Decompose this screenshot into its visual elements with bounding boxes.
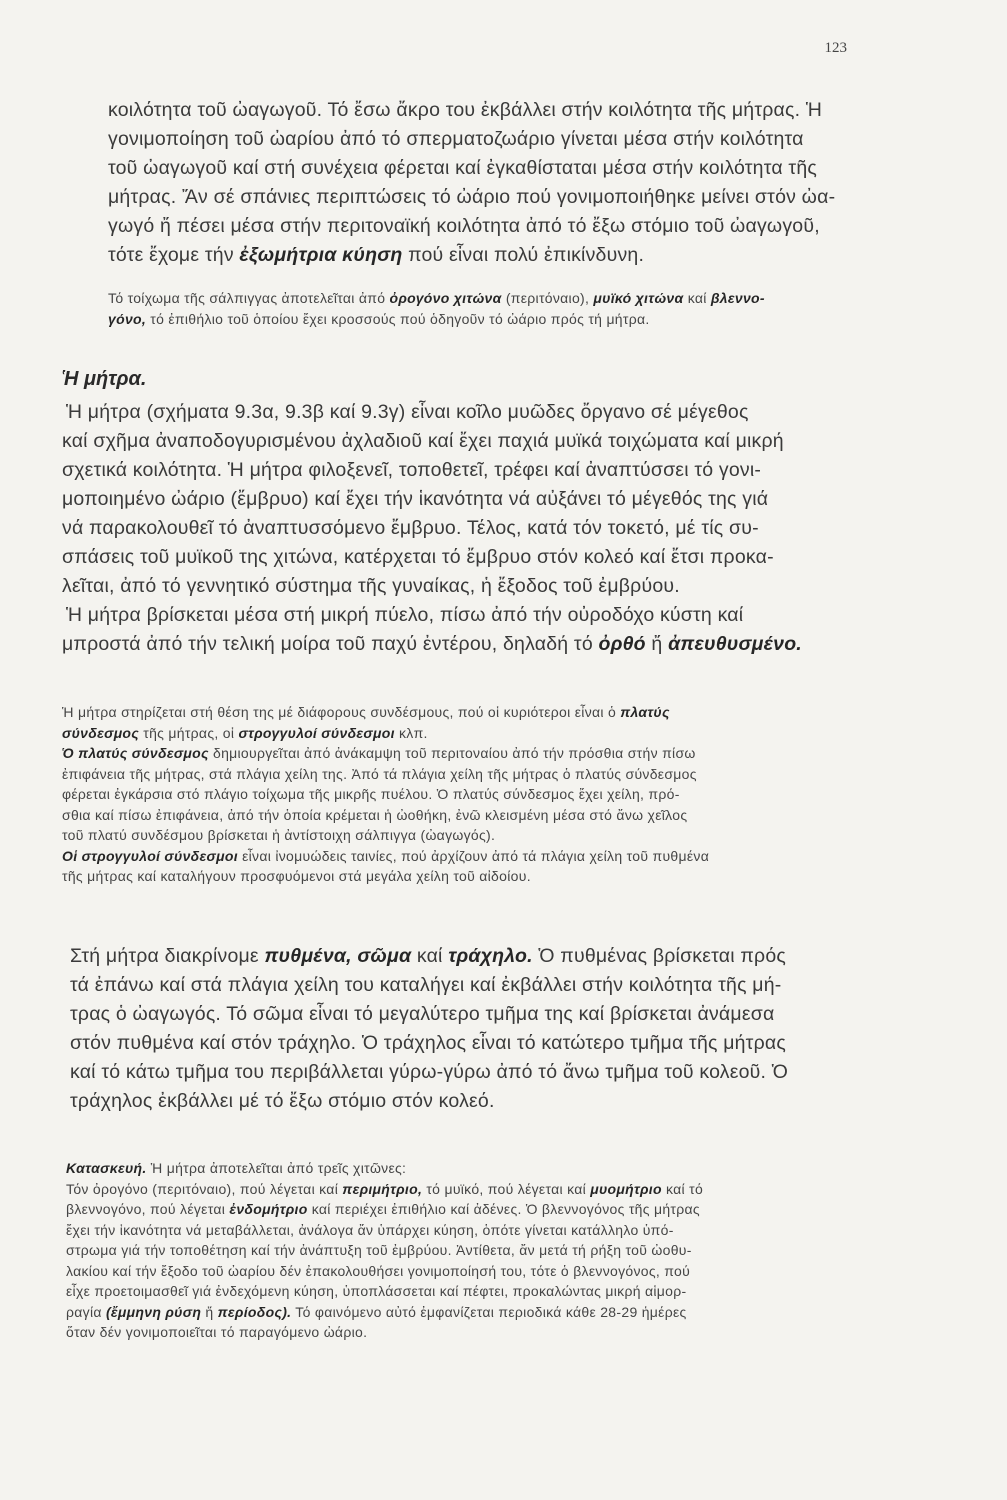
text-line: τράχηλος ἐκβάλλει μέ τό ἔξω στόμιο στόν κολεό.: [70, 1090, 495, 1112]
text-line: τοῦ ὠαγωγοῦ καί στή συνέχεια φέρεται καί ἐγκαθίσταται μέσα στήν κοιλότητα τῆς: [108, 157, 817, 179]
note-line: Ἡ μήτρα στηρίζεται στή θέση της μέ διάφορους συνδέσμους, πού οἱ κυριότεροι εἶναι ὁ πλατύς: [62, 704, 670, 720]
text-line: σχετικά κοιλότητα. Ἡ μήτρα φιλοξενεῖ, τοποθετεῖ, τρέφει καί ἀναπτύσσει τό γονι-: [62, 459, 762, 481]
text-line: τότε ἔχομε τήν ἐξωμήτρια κύηση πού εἶναι πολύ ἐπικίνδυνη.: [108, 244, 645, 266]
note-line: ὅταν δέν γονιμοποιεῖται τό παραγόμενο ὠάριο.: [66, 1324, 368, 1340]
text-line: μοποιημένο ὠάριο (ἔμβρυο) καί ἔχει τήν ἱκανότητα νά αὐξάνει τό μέγεθός της γιά: [62, 488, 769, 510]
note-line: ἔχει τήν ἱκανότητα νά μεταβάλλεται, ἀνάλογα ἄν ὑπάρχει κύηση, ὁπότε γίνεται κατάλληλο ὑπό-: [66, 1221, 674, 1238]
note-line: τῆς μήτρας καί καταλήγουν προσφυόμενοι στά μεγάλα χείλη τοῦ αἰδοίου.: [62, 868, 531, 884]
note-structure: [66, 1158, 703, 1343]
text-line: γονιμοποίηση τοῦ ὠαρίου ἀπό τό σπερματοζωάριο γίνεται μέσα στήν κοιλότητα: [108, 128, 804, 150]
section-uterus-text: [62, 398, 802, 659]
note-line: βλεννογόνο, πού λέγεται ἐνδομήτριο καί περιέχει ἐπιθήλιο καί ἀδένες. Ὁ βλεννογόνος τῆς μήτρας: [66, 1201, 700, 1217]
note-line: Κατασκευή. Ἡ μήτρα ἀποτελεῖται ἀπό τρεῖς χιτῶνες:: [66, 1160, 407, 1176]
note-line: Οἱ στρογγυλοί σύνδεσμοι εἶναι ἰνομυώδεις ταινίες, πού ἀρχίζουν ἀπό τά πλάγια χείλη τοῦ πυθμένα: [62, 847, 710, 864]
note-ligaments: [62, 702, 709, 887]
text-line: Στή μήτρα διακρίνομε πυθμένα, σῶμα καί τράχηλο. Ὁ πυθμένας βρίσκεται πρός: [70, 945, 786, 967]
note-line: ἐπιφάνεια τῆς μήτρας, στά πλάγια χείλη της. Ἀπό τά πλάγια χείλη τῆς μήτρας ὁ πλατύς σύνδεσμος: [62, 765, 697, 782]
note-line: σύνδεσμος τῆς μήτρας, οἱ στρογγυλοί σύνδεσμοι κλπ.: [62, 724, 428, 741]
text-line: γωγό ἤ πέσει μέσα στήν περιτοναϊκή κοιλότητα ἀπό τό ἔξω στόμιο τοῦ ὠαγωγοῦ,: [108, 215, 820, 237]
text-line: στόν πυθμένα καί στόν τράχηλο. Ὁ τράχηλος εἶναι τό κατώτερο τμῆμα τῆς μήτρας: [70, 1032, 786, 1054]
note-line: τοῦ πλατύ συνδέσμου βρίσκεται ἡ ἀντίστοιχη σάλπιγγα (ὠαγωγός).: [62, 827, 496, 843]
note-line: γόνο, τό ἐπιθήλιο τοῦ ὁποίου ἔχει κροσσούς πού ὁδηγοῦν τό ὠάριο πρός τή μήτρα.: [108, 310, 650, 327]
text-line: καί σχῆμα ἀναποδογυρισμένου ἀχλαδιοῦ καί ἔχει παχιά μυϊκά τοιχώματα καί μικρή: [62, 430, 784, 452]
text-line: καί τό κάτω τμῆμα του περιβάλλεται γύρω-γύρω ἀπό τό ἄνω τμῆμα τοῦ κολεοῦ. Ὁ: [70, 1061, 789, 1083]
text-line: νά παρακολουθεῖ τό ἀναπτυσσόμενο ἔμβρυο. Τέλος, κατά τόν τοκετό, μέ τίς συ-: [62, 517, 759, 539]
note-line: λακίου καί τήν ἔξοδο τοῦ ὠαρίου δέν ἐπακολουθήσει γονιμοποίησή του, τότε ὁ βλεννογόνος, πού: [66, 1262, 691, 1279]
note-line: σθια καί πίσω ἐπιφάνεια, ἀπό τήν ὁποία κρέμεται ἡ ὠοθήκη, ἐνῶ κλεισμένη μέσα στό ἄνω χεῖλος: [62, 806, 688, 823]
term-ectopic-pregnancy: ἐξωμήτρια κύηση: [239, 244, 403, 266]
text-line: τά ἐπάνω καί στά πλάγια χείλη του καταλήγει καί ἐκβάλλει στήν κοιλότητα τῆς μή-: [70, 974, 782, 996]
text-line: Ἡ μήτρα (σχήματα 9.3α, 9.3β καί 9.3γ) εἶναι κοῖλο μυῶδες ὄργανο σέ μέγεθος: [66, 401, 749, 423]
note-line: Τό τοίχωμα τῆς σάλπιγγας ἀποτελεῖται ἀπό ὀρογόνο χιτώνα (περιτόναιο), μυϊκό χιτώνα καί βλεννο-: [108, 290, 765, 306]
note-line: εἶχε προετοιμασθεῖ γιά ἐνδεχόμενη κύηση, ὑποπλάσσεται καί πέφτει, προκαλώντας μικρή αἱμορ-: [66, 1283, 687, 1299]
note-line: φέρεται ἐγκάρσια στό πλάγιο τοίχωμα τῆς μικρῆς πυέλου. Ὁ πλατύς σύνδεσμος ἔχει χείλη, πρό-: [62, 786, 680, 802]
text-line: Ἡ μήτρα βρίσκεται μέσα στή μικρή πύελο, πίσω ἀπό τήν οὐροδόχο κύστη καί: [66, 604, 744, 626]
section-uterus-parts: [70, 942, 788, 1116]
section-heading: Ἡ μήτρα.: [62, 368, 147, 390]
note-line: στρωμα γιά τήν τοποθέτηση καί τήν ἀνάπτυξη τοῦ ἐμβρύου. Ἀντίθετα, ἄν μετά τή ρήξη τοῦ ὠοθυ-: [66, 1242, 692, 1258]
text-line: σπάσεις τοῦ μυϊκοῦ της χιτώνα, κατέρχεται τό ἔμβρυο στόν κολεό καί ἔτσι προκα-: [62, 546, 774, 568]
section-oviduct-text: [108, 96, 835, 270]
note-line: ραγία (ἔμμηνη ρύση ἤ περίοδος). Τό φαινόμενο αὐτό ἐμφανίζεται περιοδικά κάθε 28-29 ἡμέρες: [66, 1303, 687, 1320]
text-line: τρας ὁ ὠαγωγός. Τό σῶμα εἶναι τό μεγαλύτερο τμῆμα της καί βρίσκεται ἀνάμεσα: [70, 1003, 775, 1025]
note-tube-wall: [108, 288, 765, 329]
text-line: μήτρας. Ἄν σέ σπάνιες περιπτώσεις τό ὠάριο πού γονιμοποιήθηκε μείνει στόν ὠα-: [108, 186, 836, 208]
text-line: κοιλότητα τοῦ ὠαγωγοῦ. Τό ἔσω ἄκρο του ἐκβάλλει στήν κοιλότητα τῆς μήτρας. Ἡ: [108, 99, 823, 121]
text-line: μπροστά ἀπό τήν τελική μοίρα τοῦ παχύ ἐντέρου, δηλαδή τό ὀρθό ἤ ἀπευθυσμένο.: [62, 633, 802, 655]
note-line: Ὁ πλατύς σύνδεσμος δημιουργεῖται ἀπό ἀνάκαμψη τοῦ περιτοναίου ἀπό τήν πρόσθια στήν πίσω: [62, 745, 696, 761]
note-line: Τόν ὀρογόνο (περιτόναιο), πού λέγεται καί περιμήτριο, τό μυϊκό, πού λέγεται καί μυομήτριο καί τό: [66, 1180, 704, 1197]
page-number: 123: [824, 40, 847, 56]
text-line: λεῖται, ἀπό τό γεννητικό σύστημα τῆς γυναίκας, ἡ ἔξοδος τοῦ ἐμβρύου.: [62, 575, 680, 597]
